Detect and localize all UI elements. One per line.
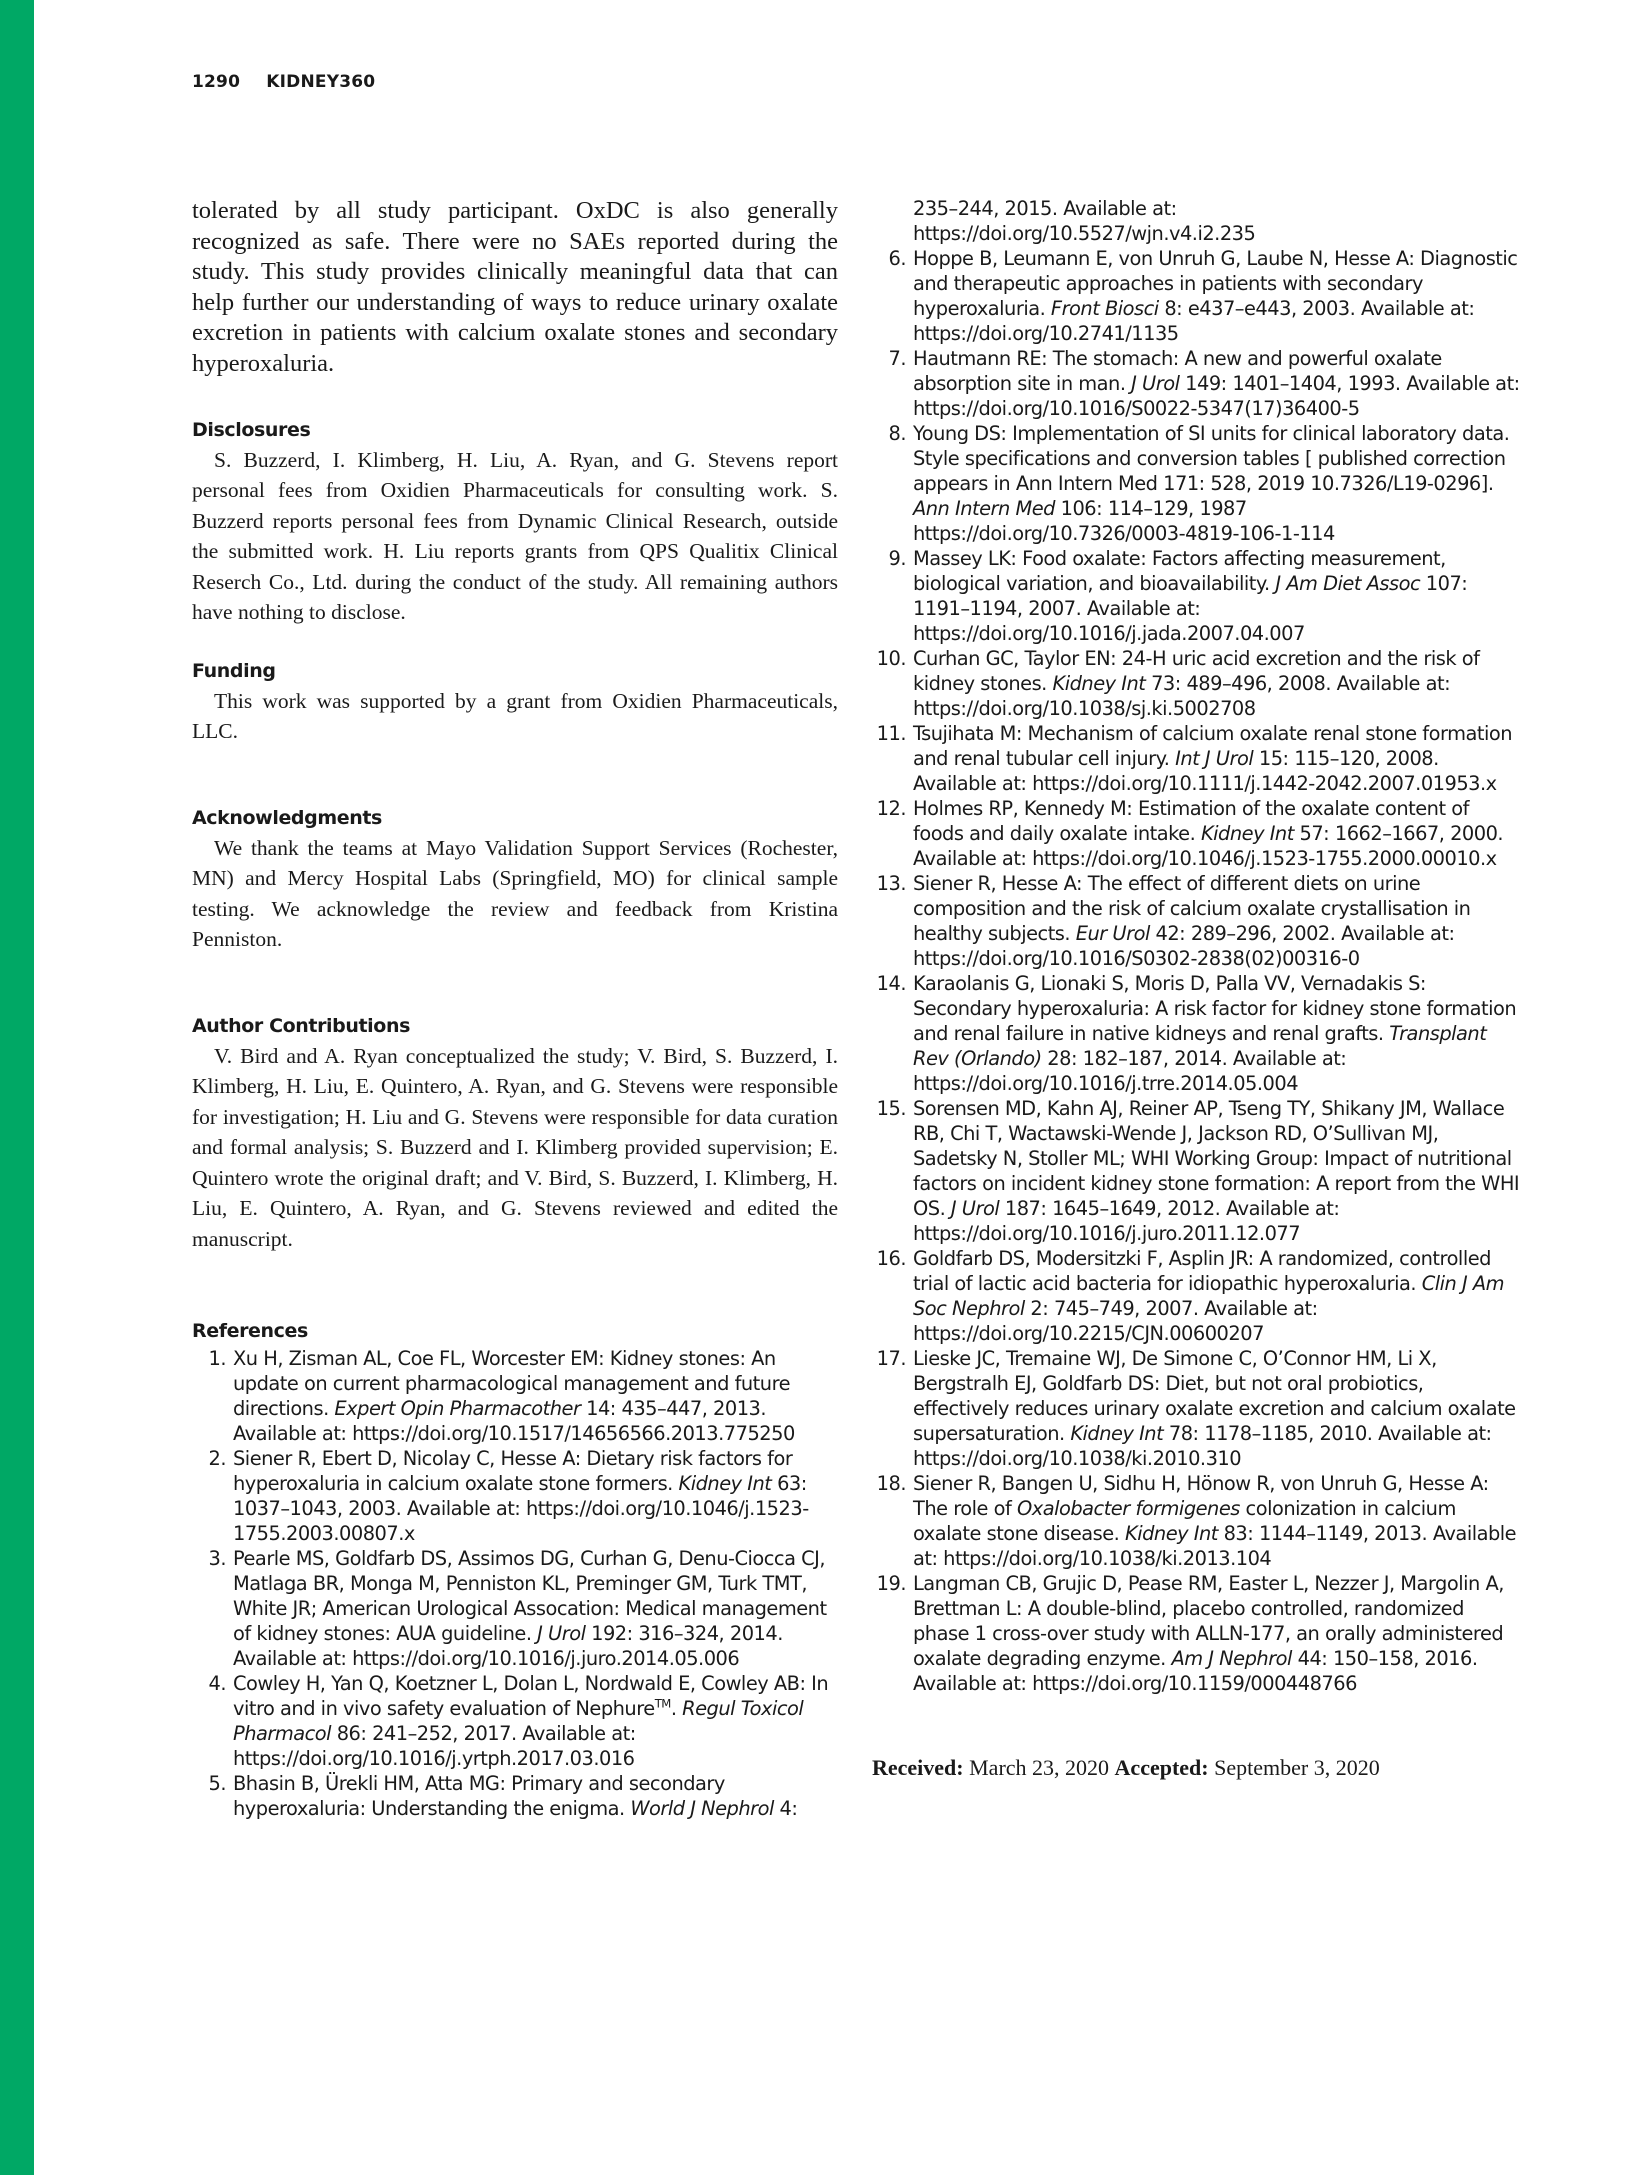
reference-text: Siener R, Hesse A: The effect of different diets on urine composition and the risk of calcium oxalate crystallisation in healthy subjects. bbox=[913, 872, 1471, 945]
reference-citation: 8: e437–e443, 2003. Available at: https://doi.org/10.2741/1135 bbox=[913, 297, 1475, 345]
reference-number: 11. bbox=[876, 722, 906, 745]
reference-item bbox=[872, 1346, 1522, 1471]
reference-citation: 28: 182–187, 2014. Available at: https://doi.org/10.1016/j.trre.2014.05.004 bbox=[913, 1047, 1347, 1095]
reference-item bbox=[872, 1571, 1522, 1696]
reference-number: 10. bbox=[876, 647, 906, 670]
reference-journal: Eur Urol bbox=[1075, 922, 1150, 945]
reference-citation: 86: 241–252, 2017. Available at: https://doi.org/10.1016/j.yrtph.2017.03.016 bbox=[233, 1722, 636, 1771]
acknowledgments-text: We thank the teams at Mayo Validation Support Services (Rochester, MN) and Mercy Hospital Labs (Springfield, MO) for clinical sample testing. We acknowledge the review and feedback from Kristina Penniston. bbox=[192, 835, 838, 952]
disclosures-section bbox=[192, 415, 838, 628]
reference-citation: 44: 150–158, 2016. Available at: https://doi.org/10.1159/000448766 bbox=[913, 1647, 1478, 1695]
reference-journal: J Urol bbox=[950, 1197, 1000, 1220]
received-date: March 23, 2020 bbox=[969, 1755, 1110, 1780]
reference-number: 4. bbox=[208, 1672, 226, 1696]
reference-item bbox=[872, 1096, 1522, 1246]
reference-citation: 4: bbox=[773, 1797, 798, 1821]
reference-journal: J Am Diet Assoc bbox=[1275, 572, 1421, 595]
reference-text: Curhan GC, Taylor EN: 24-H uric acid excretion and the risk of kidney stones. bbox=[913, 647, 1480, 695]
reference-number: 19. bbox=[876, 1572, 906, 1595]
reference-citation: 63: 1037–1043, 2003. Available at: https://doi.org/10.1046/j.1523-1755.2003.00807.x bbox=[233, 1472, 809, 1546]
reference-journal: Kidney Int bbox=[1052, 672, 1146, 695]
trademark-superscript: TM bbox=[654, 1696, 671, 1711]
reference-journal: J Urol bbox=[1131, 372, 1180, 395]
reference-number: 3. bbox=[208, 1547, 226, 1571]
reference-item bbox=[872, 546, 1522, 646]
reference-number: 14. bbox=[876, 972, 906, 995]
reference-journal: Expert Opin Pharmacother bbox=[334, 1397, 581, 1421]
reference-citation: 73: 489–496, 2008. Available at: https://doi.org/10.1038/sj.ki.5002708 bbox=[913, 672, 1451, 720]
reference-species: Oxalobacter formigenes bbox=[1016, 1497, 1240, 1520]
reference-item bbox=[192, 1546, 838, 1671]
reference-item bbox=[872, 1246, 1522, 1346]
left-column bbox=[192, 196, 838, 1821]
reference-journal: Kidney Int bbox=[1125, 1522, 1218, 1545]
reference-text: colonization in calcium oxalate stone disease. bbox=[913, 1497, 1456, 1545]
reference-citation: 83: 1144–1149, 2013. Available at: https://doi.org/10.1038/ki.2013.104 bbox=[913, 1522, 1517, 1570]
reference-journal: Clin J Am Soc Nephrol bbox=[913, 1272, 1504, 1320]
reference-item bbox=[192, 1446, 838, 1546]
reference-journal: Regul Toxicol Pharmacol bbox=[233, 1697, 804, 1746]
reference-list-left bbox=[192, 1346, 838, 1821]
reference-item bbox=[872, 971, 1522, 1096]
reference-text: Xu H, Zisman AL, Coe FL, Worcester EM: Kidney stones: An update on current pharmacological management and future directions. bbox=[233, 1347, 791, 1421]
received-label: Received: bbox=[872, 1755, 964, 1780]
running-header bbox=[192, 72, 375, 92]
reference-item bbox=[872, 646, 1522, 721]
reference-citation: 107: 1191–1194, 2007. Available at: https://doi.org/10.1016/j.jada.2007.04.007 bbox=[913, 572, 1468, 645]
author-contributions-section bbox=[192, 1011, 838, 1255]
reference-citation: 149: 1401–1404, 1993. Available at: https://doi.org/10.1016/S0022-5347(17)36400-5 bbox=[913, 372, 1520, 420]
reference-item-continuation bbox=[872, 196, 1522, 246]
reference-text: Karaolanis G, Lionaki S, Moris D, Palla VV, Vernadakis S: Secondary hyperoxaluria: A risk factor for kidney stone formation and renal failure in native kidneys and renal grafts. bbox=[913, 972, 1517, 1045]
reference-journal: Kidney Int bbox=[1200, 822, 1294, 845]
reference-citation: 15: 115–120, 2008. Available at: https://doi.org/10.1111/j.1442-2042.2007.01953.x bbox=[913, 747, 1497, 795]
reference-item bbox=[872, 346, 1522, 421]
reference-journal: Ann Intern Med bbox=[913, 497, 1055, 520]
reference-item bbox=[872, 1471, 1522, 1571]
funding-section bbox=[192, 656, 838, 747]
reference-text: Pearle MS, Goldfarb DS, Assimos DG, Curhan G, Denu-Ciocca CJ, Matlaga BR, Monga M, Penniston KL, Preminger GM, Turk TMT, White JR; American Urological Assocation: Medical management of kidney stones: AUA guideline. bbox=[233, 1547, 827, 1646]
reference-citation: 78: 1178–1185, 2010. Available at: https://doi.org/10.1038/ki.2010.310 bbox=[913, 1422, 1492, 1470]
reference-text: Sorensen MD, Kahn AJ, Reiner AP, Tseng TY, Shikany JM, Wallace RB, Chi T, Wactawski-Wende J, Jackson RD, O’Sullivan MJ, Sadetsky N, Stoller ML; WHI Working Group: Impact of nutritional factors on incident kidney stone formation: A report from the WHI OS. bbox=[913, 1097, 1520, 1220]
reference-text: Lieske JC, Tremaine WJ, De Simone C, O’Connor HM, Li X, Bergstralh EJ, Goldfarb DS: Diet, but not oral probiotics, effectively reduces urinary oxalate excretion and calcium oxalate supersaturation. bbox=[913, 1347, 1516, 1445]
reference-number: 2. bbox=[208, 1447, 226, 1471]
section-heading: Funding bbox=[192, 659, 276, 682]
reference-number: 17. bbox=[876, 1347, 906, 1370]
reference-text: . bbox=[670, 1697, 683, 1721]
reference-number: 8. bbox=[888, 422, 906, 445]
page-number: 1290 bbox=[192, 72, 241, 92]
reference-number: 5. bbox=[208, 1772, 226, 1796]
reference-journal: Am J Nephrol bbox=[1171, 1647, 1292, 1670]
reference-citation: 187: 1645–1649, 2012. Available at: https://doi.org/10.1016/j.juro.2011.12.077 bbox=[913, 1197, 1340, 1245]
reference-number: 18. bbox=[876, 1472, 906, 1495]
reference-text: Cowley H, Yan Q, Koetzner L, Dolan L, Nordwald E, Cowley AB: In vitro and in vivo safety evaluation of Nephure bbox=[233, 1672, 829, 1721]
reference-text: Massey LK: Food oxalate: Factors affecting measurement, biological variation, and bioavailability. bbox=[913, 547, 1446, 595]
reference-citation: 14: 435–447, 2013. Available at: https://doi.org/10.1517/14656566.2013.775250 bbox=[233, 1397, 795, 1446]
reference-item bbox=[872, 721, 1522, 796]
reference-number: 16. bbox=[876, 1247, 906, 1270]
reference-item bbox=[192, 1771, 838, 1821]
reference-number: 9. bbox=[888, 547, 906, 570]
references-section bbox=[192, 1316, 838, 1821]
reference-item bbox=[192, 1346, 838, 1446]
reference-journal: J Urol bbox=[537, 1622, 586, 1646]
acknowledgments-section bbox=[192, 803, 838, 955]
reference-text: Young DS: Implementation of SI units for clinical laboratory data. Style specifications and conversion tables [ published correction appears in Ann Intern Med 171: 528, 2019 10.7326/L19-0296]. bbox=[913, 422, 1510, 495]
reference-text: Goldfarb DS, Modersitzki F, Asplin JR: A randomized, controlled trial of lactic acid bacteria for idiopathic hyperoxaluria. bbox=[913, 1247, 1491, 1295]
reference-item bbox=[872, 796, 1522, 871]
accent-margin-bar bbox=[0, 0, 34, 2175]
reference-journal: World J Nephrol bbox=[630, 1797, 774, 1821]
funding-text: This work was supported by a grant from Oxidien Pharmaceuticals, LLC. bbox=[192, 688, 838, 744]
reference-citation: 2: 745–749, 2007. Available at: https://doi.org/10.2215/CJN.00600207 bbox=[913, 1297, 1318, 1345]
reference-item bbox=[192, 1671, 838, 1771]
reference-number: 12. bbox=[876, 797, 906, 820]
reference-item bbox=[872, 421, 1522, 546]
reference-number: 7. bbox=[888, 347, 906, 370]
reference-journal: Int J Urol bbox=[1175, 747, 1254, 770]
reference-citation: 42: 289–296, 2002. Available at: https://doi.org/10.1016/S0302-2838(02)00316-0 bbox=[913, 922, 1455, 970]
reference-text: Siener R, Bangen U, Sidhu H, Hönow R, von Unruh G, Hesse A: The role of bbox=[913, 1472, 1489, 1520]
reference-text: Bhasin B, Ürekli HM, Atta MG: Primary and secondary hyperoxaluria: Understanding the enigma. bbox=[233, 1772, 725, 1821]
reference-text: Siener R, Ebert D, Nicolay C, Hesse A: Dietary risk factors for hyperoxaluria in calcium oxalate stone formers. bbox=[233, 1447, 793, 1496]
reference-text: Holmes RP, Kennedy M: Estimation of the oxalate content of foods and daily oxalate intake. bbox=[913, 797, 1469, 845]
reference-item bbox=[872, 871, 1522, 971]
section-heading: References bbox=[192, 1320, 308, 1343]
reference-text: Langman CB, Grujic D, Pease RM, Easter L, Nezzer J, Margolin A, Brettman L: A double-blind, placebo controlled, randomized phase 1 cross-over study with ALLN-177, an orally administered oxalate degrading enzyme. bbox=[913, 1572, 1504, 1670]
received-accepted-dates bbox=[872, 1754, 1522, 1782]
intro-paragraph: tolerated by all study participant. OxDC is also generally recognized as safe. There were no SAEs reported during the study. This study provides clinically meaningful data that can help further our understanding of ways to reduce urinary oxalate excretion in patients with calcium oxalate stones and secondary hyperoxaluria. bbox=[192, 197, 838, 377]
reference-journal: Kidney Int bbox=[1070, 1422, 1164, 1445]
section-heading: Author Contributions bbox=[192, 1014, 410, 1037]
reference-text: Hautmann RE: The stomach: A new and powerful oxalate absorption site in man. bbox=[913, 347, 1442, 395]
accepted-date: September 3, 2020 bbox=[1214, 1755, 1380, 1780]
reference-number: 15. bbox=[876, 1097, 906, 1120]
reference-citation: 235–244, 2015. Available at: https://doi.org/10.5527/wjn.v4.i2.235 bbox=[913, 197, 1256, 245]
reference-item bbox=[872, 246, 1522, 346]
reference-number: 1. bbox=[208, 1347, 226, 1371]
reference-journal: Kidney Int bbox=[678, 1472, 772, 1496]
reference-citation: 106: 114–129, 1987 https://doi.org/10.7326/0003-4819-106-1-114 bbox=[913, 497, 1335, 545]
journal-name: KIDNEY360 bbox=[266, 72, 376, 92]
reference-list-right bbox=[872, 196, 1522, 1696]
disclosures-text: S. Buzzerd, I. Klimberg, H. Liu, A. Ryan, and G. Stevens report personal fees from Oxidien Pharmaceuticals for consulting work. S. Buzzerd reports personal fees from Dynamic Clinical Research, outside the submitted work. H. Liu reports grants from QPS Qualitix Clinical Reserch Co., Ltd. during the conduct of the study. All remaining authors have nothing to disclose. bbox=[192, 447, 838, 625]
right-column bbox=[872, 196, 1522, 1782]
reference-text: Hoppe B, Leumann E, von Unruh G, Laube N, Hesse A: Diagnostic and therapeutic approaches in patients with secondary hyperoxaluria. bbox=[913, 247, 1518, 320]
accepted-label: Accepted: bbox=[1114, 1755, 1209, 1780]
reference-journal: Transplant Rev (Orlando) bbox=[913, 1022, 1487, 1070]
reference-text: Tsujihata M: Mechanism of calcium oxalate renal stone formation and renal tubular cell injury. bbox=[913, 722, 1513, 770]
reference-journal: Front Biosci bbox=[1050, 297, 1159, 320]
reference-citation: 57: 1662–1667, 2000. Available at: https://doi.org/10.1046/j.1523-1755.2000.00010.x bbox=[913, 822, 1504, 870]
reference-number: 6. bbox=[888, 247, 906, 270]
reference-citation: 192: 316–324, 2014. Available at: https://doi.org/10.1016/j.juro.2014.05.006 bbox=[233, 1622, 783, 1671]
section-heading: Acknowledgments bbox=[192, 806, 382, 829]
author-contributions-text: V. Bird and A. Ryan conceptualized the study; V. Bird, S. Buzzerd, I. Klimberg, H. Liu, E. Quintero, A. Ryan, and G. Stevens were responsible for investigation; H. Liu and G. Stevens were responsible for data curation and formal analysis; S. Buzzerd and I. Klimberg provided supervision; E. Quintero wrote the original draft; and V. Bird, S. Buzzerd, I. Klimberg, H. Liu, E. Quintero, A. Ryan, and G. Stevens reviewed and edited the manuscript. bbox=[192, 1043, 838, 1251]
reference-number: 13. bbox=[876, 872, 906, 895]
section-heading: Disclosures bbox=[192, 418, 311, 441]
